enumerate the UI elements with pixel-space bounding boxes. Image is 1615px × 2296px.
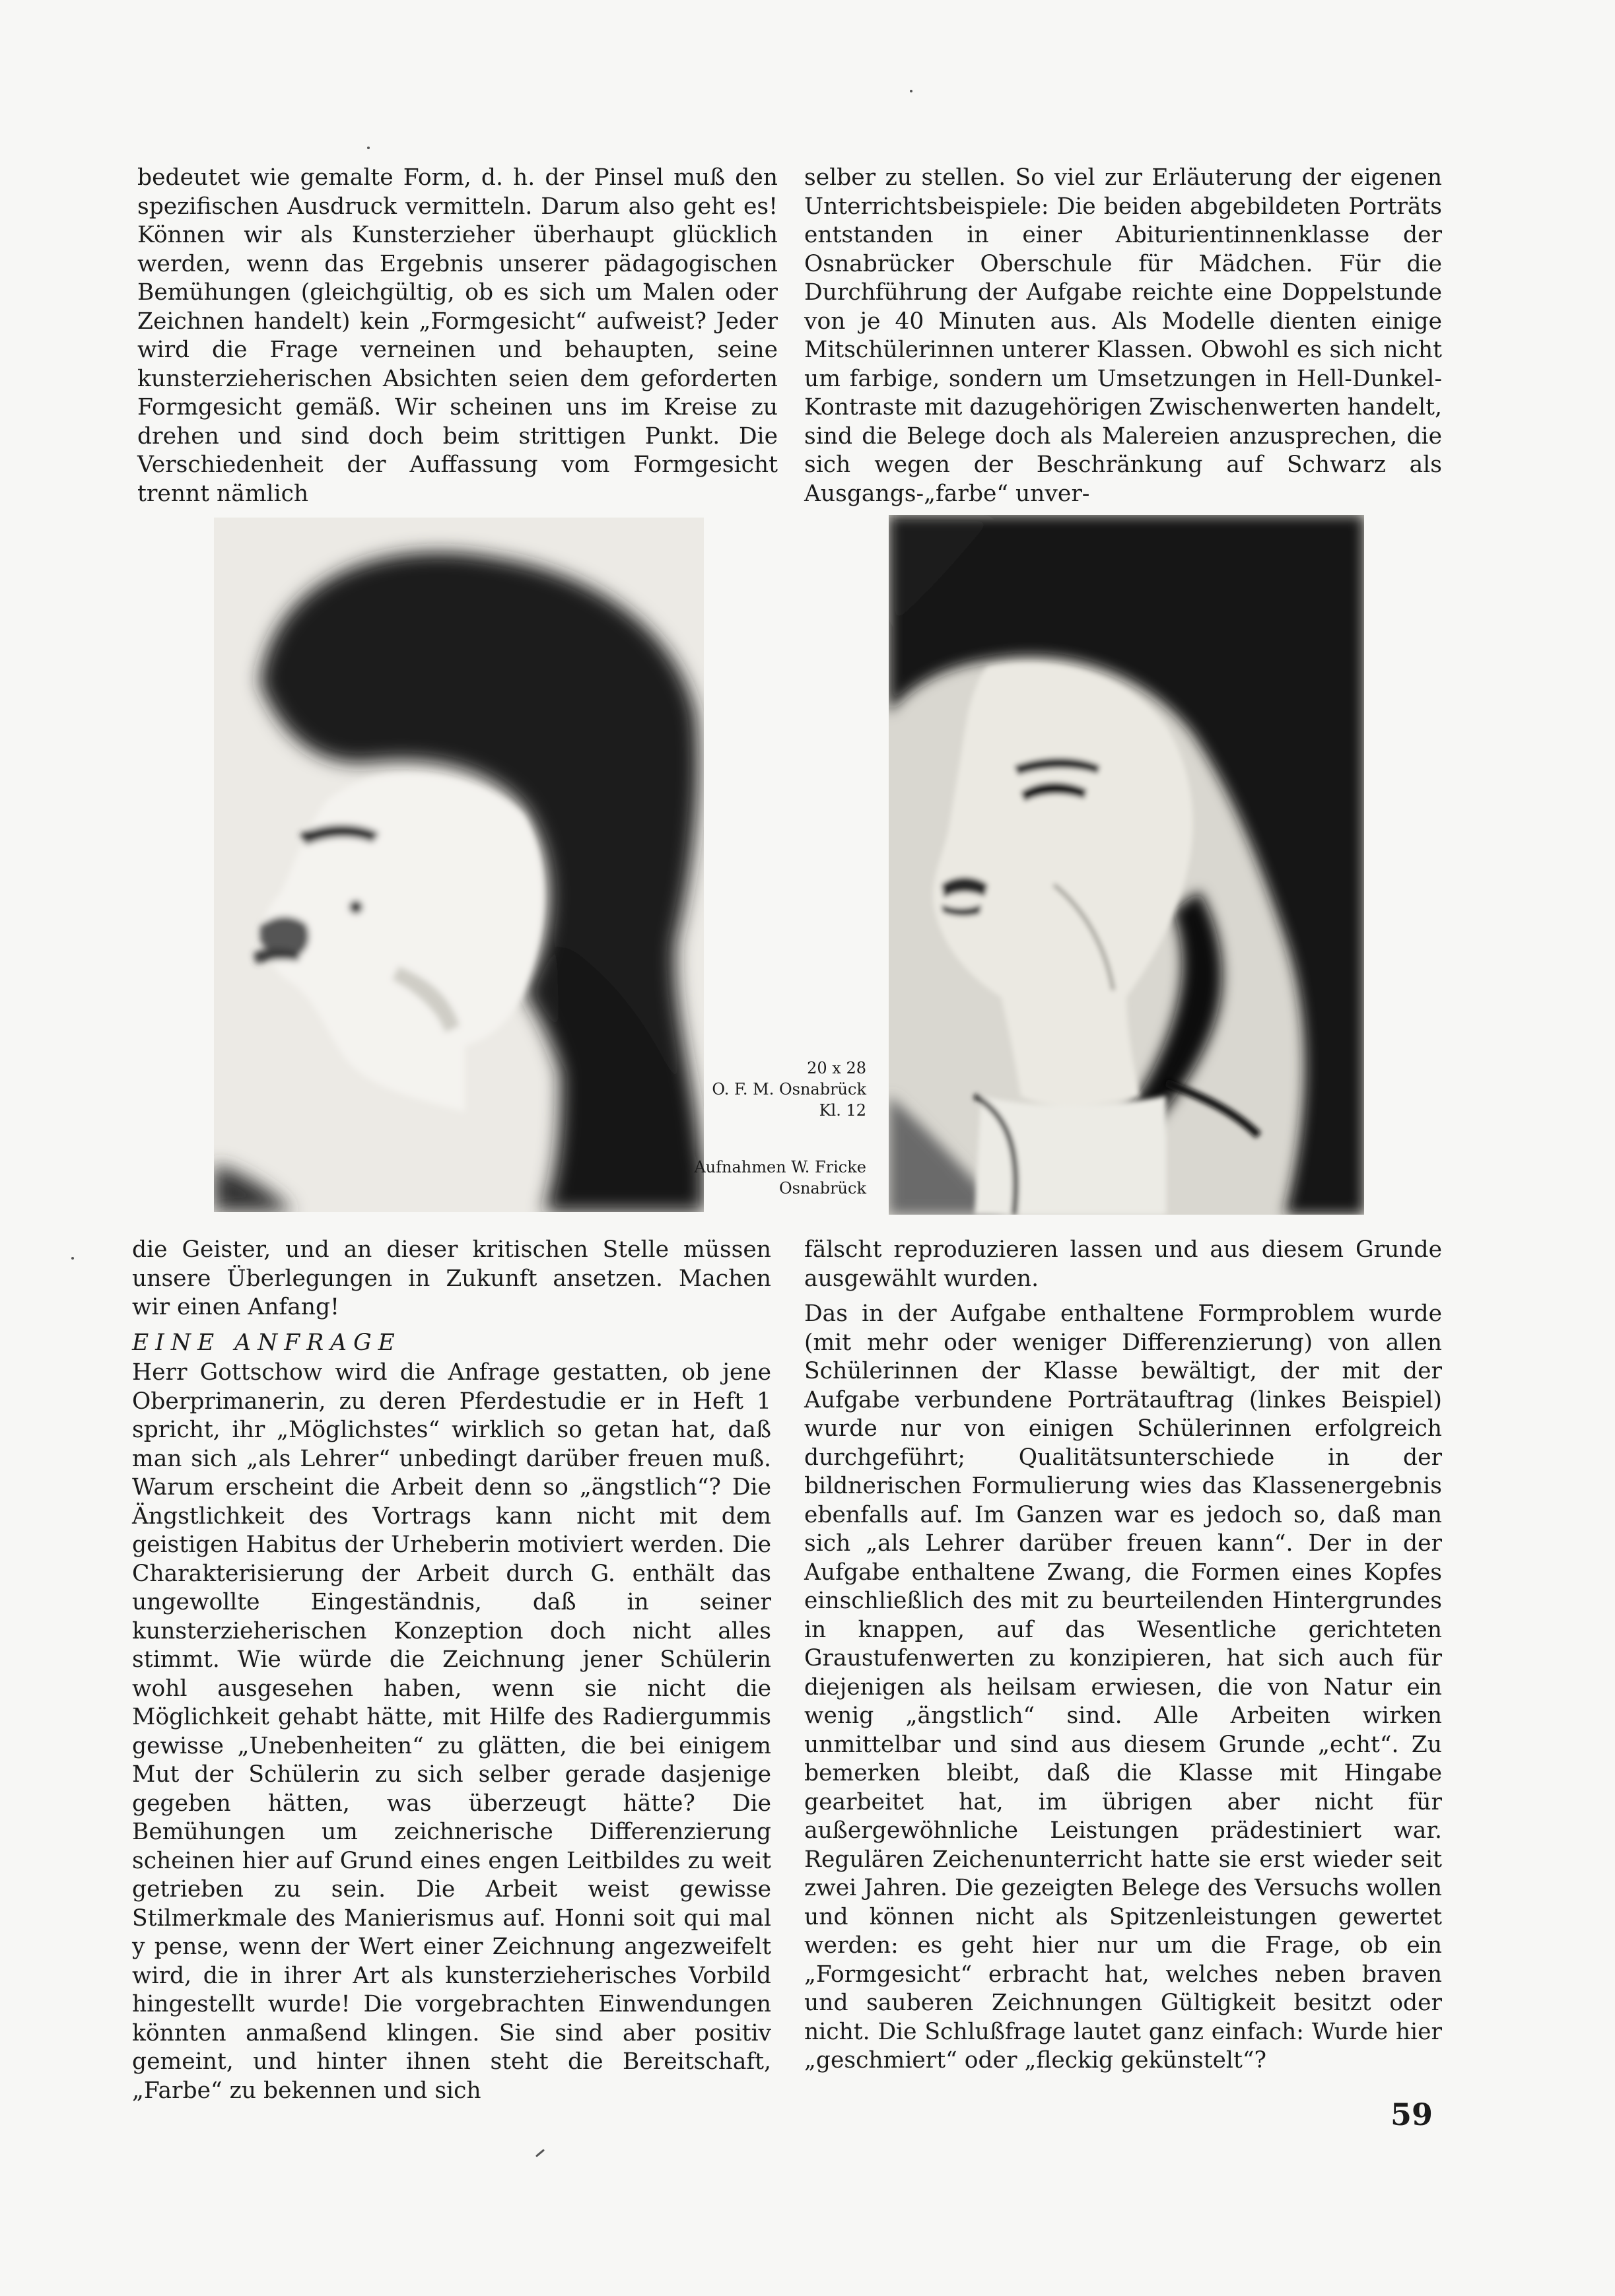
print-speck [367, 147, 370, 149]
caption-class: Kl. 12 [819, 1101, 866, 1120]
caption-author: O. F. M. Osnabrück [712, 1080, 866, 1098]
paragraph-top-left: bedeutet wie gemalte Form, d. h. der Pinsel muß den spezifischen Ausdruck vermitteln. Darum also geht es! Können wir als Kunsterzieher überhaupt glücklich werden, wenn das Ergebnis unserer pädagogischen Bemühungen (gleichgültig, ob es sich um Malen oder Zeichnen handelt) kein „Formgesicht“ aufweist? Jeder wird die Frage verneinen und behaupten, seine kunsterzieherischen Absichten seien dem geforderten Formgesicht gemäß. Wir scheinen uns im Kreise zu drehen und sind doch beim strittigen Punkt. Die Verschiedenheit der Auffassung vom Formgesicht trennt nämlich [137, 164, 778, 507]
image-caption [693, 1058, 866, 1121]
paragraph-bottom-left-body: Herr Gottschow wird die Anfrage gestatten, ob jene Oberprimanerin, zu deren Pferdestudie er in Heft 1 spricht, ihr „Möglichstes“ wirklich so getan hat, daß man sich „als Lehrer“ unbedingt darüber freuen muß. Warum erscheint die Arbeit denn so „ängstlich“? Die Ängstlichkeit des Vortrags kann nicht mit dem geistigen Habitus der Urheberin motiviert werden. Die Charakterisierung der Arbeit durch G. enthält das ungewollte Eingeständnis, daß in seiner kunsterzieherischen Konzeption doch nicht alles stimmt. Wie würde die Zeichnung jener Schülerin wohl ausgesehen haben, wenn sie nicht die Möglichkeit gehabt hätte, mit Hilfe des Radiergummis gewisse „Unebenheiten“ zu glätten, die bei einigem Mut der Schülerin zu sich selber gerade dasjenige gegeben hätten, was überzeugt hätte? Die Bemühungen um zeichnerische Differenzierung scheinen hier auf Grund eines engen Leitbildes zu weit getrieben zu sein. Die Arbeit weist gewisse Stilmerkmale des Manierismus auf. Honni soit qui mal y pense, wenn der Wert einer Zeichnung angezweifelt wird, die in ihrer Art als kunsterzieherisches Vorbild hingestellt wurde! Die vorgebrachten Einwendungen könnten anmaßend klingen. Sie sind aber positiv gemeint, und hinter ihnen steht die Bereitschaft, „Farbe“ zu bekennen und sich [132, 1359, 771, 2104]
text-column-top-left [137, 164, 778, 508]
credit-line-2: Osnabrück [778, 1179, 866, 1198]
section-heading: EINE ANFRAGE [132, 1329, 401, 1356]
portrait-left-image [214, 518, 704, 1212]
credit-line-1: Aufnahmen W. Fricke [694, 1158, 866, 1176]
print-speck [535, 2149, 545, 2157]
paragraph-bottom-left-intro: die Geister, und an dieser kritischen Stelle müssen unsere Überlegungen in Zukunft ansetzen. Machen wir einen Anfang! [132, 1236, 771, 1320]
caption-size: 20 x 28 [807, 1059, 866, 1077]
photo-credit [693, 1157, 866, 1199]
portrait-right-image [889, 515, 1364, 1215]
paragraph-top-right: selber zu stellen. So viel zur Erläuterung der eigenen Unterrichtsbeispiele: Die beiden abgebildeten Porträts entstanden in einer Abiturientinnenklasse der Osnabrücker Oberschule für Mädchen. Für die Durchführung der Aufgabe reichte eine Doppelstunde von je 40 Minuten aus. Als Modelle dienten einige Mitschülerinnen unterer Klassen. Obwohl es sich nicht um farbige, sondern um Umsetzungen in Hell-Dunkel-Kontraste mit dazugehörigen Zwischenwerten handelt, sind die Belege doch als Malereien anzusprechen, die sich wegen der Beschränkung auf Schwarz als Ausgangs-„farbe“ unver- [804, 164, 1442, 507]
text-column-bottom-right [804, 1236, 1442, 2076]
page-number: 59 [1391, 2097, 1433, 2132]
text-column-bottom-left [132, 1236, 771, 2105]
print-speck [71, 1257, 74, 1260]
paragraph-bottom-right-2: Das in der Aufgabe enthaltene Formproblem wurde (mit mehr oder weniger Differenzierung) von allen Schülerinnen der Klasse bewältigt, der mit der Aufgabe verbundene Porträtauftrag (linkes Beispiel) wurde nur von einigen Schülerinnen erfolgreich durchgeführt; Qualitätsunterschiede in der bildnerischen Formulierung wies das Klassenergebnis ebenfalls auf. Im Ganzen war es jedoch so, daß man sich „als Lehrer darüber freuen kann“. Der in der Aufgabe enthaltene Zwang, die Formen eines Kopfes einschließlich des mit zu beurteilenden Hintergrundes in knappen, auf das Wesentliche gerichteten Graustufenwerten zu konzipieren, hat sich auch für diejenigen als heilsam erwiesen, die von Natur ein wenig „ängstlich“ sind. Alle Arbeiten wirken unmittelbar und sind aus diesem Grunde „echt“. Zu bemerken bleibt, daß die Klasse mit Hingabe gearbeitet hat, im übrigen aber nicht für außergewöhnliche Leistungen prädestiniert war. Regulären Zeichenunterricht hatte sie erst wieder seit zwei Jahren. Die gezeigten Belege des Versuchs wollen und können nicht als Spitzenleistungen gewertet werden: es geht hier nur um die Frage, ob ein „Formgesicht“ erbracht hat, welches neben braven und sauberen Zeichnungen Gültigkeit besitzt oder nicht. Die Schlußfrage lautet ganz einfach: Wurde hier „geschmiert“ oder „fleckig gekünstelt“? [804, 1300, 1442, 2074]
print-speck [910, 90, 912, 92]
text-column-top-right [804, 164, 1442, 508]
paragraph-bottom-right-1: fälscht reproduzieren lassen und aus diesem Grunde ausgewählt wurden. [804, 1236, 1442, 1292]
